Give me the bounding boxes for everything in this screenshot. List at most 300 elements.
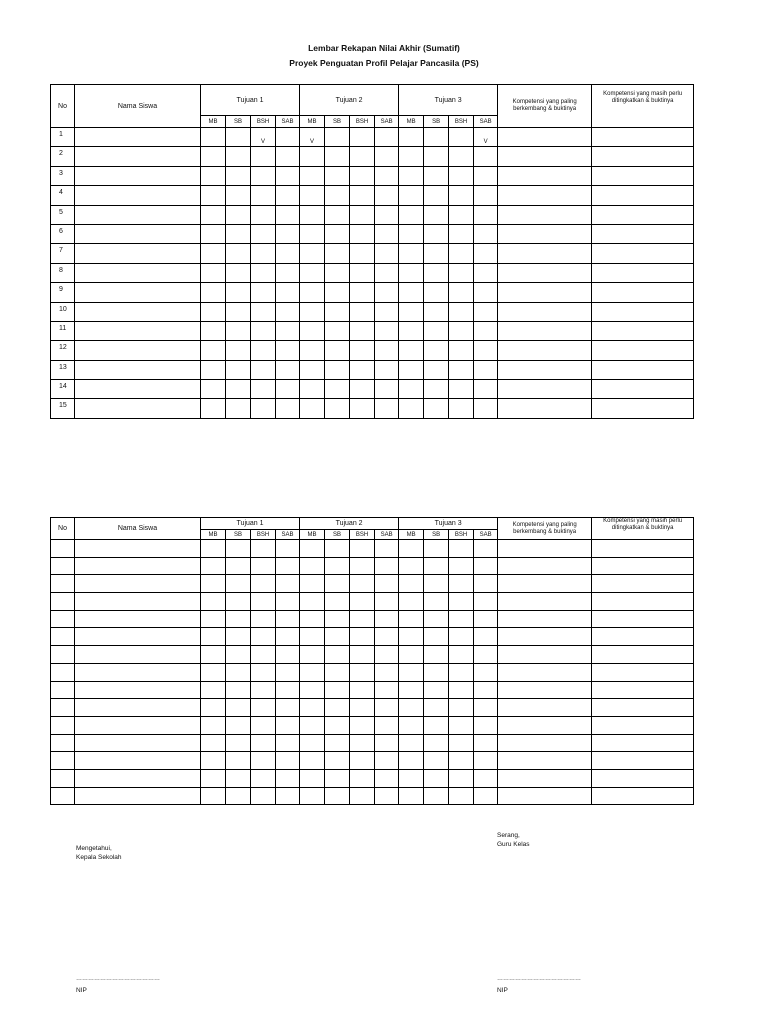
kompetensi-berkembang-cell[interactable] [498, 787, 592, 805]
grade-cell[interactable] [375, 128, 399, 147]
grade-cell[interactable] [251, 787, 276, 805]
grade-cell[interactable] [226, 593, 251, 611]
grade-cell[interactable] [276, 628, 300, 646]
grade-cell[interactable] [399, 681, 424, 699]
student-name-cell[interactable] [75, 380, 201, 399]
grade-cell[interactable] [474, 769, 498, 787]
grade-cell[interactable] [350, 380, 375, 399]
student-name-cell[interactable] [75, 244, 201, 263]
grade-cell[interactable] [375, 380, 399, 399]
grade-cell[interactable] [276, 681, 300, 699]
kompetensi-ditingkatkan-cell[interactable] [592, 380, 694, 399]
grade-cell[interactable] [226, 205, 251, 224]
grade-cell[interactable] [399, 205, 424, 224]
grade-cell[interactable] [201, 380, 226, 399]
grade-cell[interactable] [325, 283, 350, 302]
grade-cell[interactable] [424, 752, 449, 770]
grade-cell[interactable] [375, 663, 399, 681]
grade-cell[interactable] [449, 224, 474, 243]
grade-cell[interactable] [375, 734, 399, 752]
grade-cell[interactable] [251, 734, 276, 752]
grade-cell[interactable] [201, 593, 226, 611]
kompetensi-berkembang-cell[interactable] [498, 341, 592, 360]
grade-cell[interactable] [226, 224, 251, 243]
grade-cell[interactable] [325, 716, 350, 734]
grade-cell[interactable] [300, 166, 325, 185]
grade-cell[interactable] [399, 557, 424, 575]
grade-cell[interactable] [424, 263, 449, 282]
kompetensi-ditingkatkan-cell[interactable] [592, 610, 694, 628]
grade-cell[interactable] [350, 399, 375, 418]
student-name-cell[interactable] [75, 663, 201, 681]
grade-cell[interactable] [350, 244, 375, 263]
grade-cell[interactable] [424, 540, 449, 558]
grade-cell[interactable] [201, 244, 226, 263]
grade-cell[interactable] [201, 628, 226, 646]
grade-cell[interactable] [300, 263, 325, 282]
grade-cell[interactable] [474, 224, 498, 243]
kompetensi-berkembang-cell[interactable] [498, 557, 592, 575]
grade-cell[interactable] [399, 575, 424, 593]
grade-cell[interactable] [325, 769, 350, 787]
grade-cell[interactable] [449, 610, 474, 628]
kompetensi-ditingkatkan-cell[interactable] [592, 575, 694, 593]
grade-cell[interactable] [399, 646, 424, 664]
grade-cell[interactable] [424, 166, 449, 185]
student-name-cell[interactable] [75, 205, 201, 224]
grade-cell[interactable] [350, 575, 375, 593]
grade-cell[interactable] [201, 769, 226, 787]
kompetensi-ditingkatkan-cell[interactable] [592, 128, 694, 147]
grade-cell[interactable] [424, 321, 449, 340]
grade-cell[interactable] [350, 557, 375, 575]
grade-cell[interactable] [474, 752, 498, 770]
grade-cell[interactable] [251, 646, 276, 664]
kompetensi-berkembang-cell[interactable] [498, 752, 592, 770]
grade-cell[interactable] [325, 380, 350, 399]
grade-cell[interactable] [449, 752, 474, 770]
grade-cell[interactable] [201, 663, 226, 681]
student-name-cell[interactable] [75, 610, 201, 628]
grade-cell[interactable] [325, 321, 350, 340]
kompetensi-berkembang-cell[interactable] [498, 147, 592, 166]
grade-cell[interactable] [424, 128, 449, 147]
grade-cell[interactable] [276, 360, 300, 379]
kompetensi-berkembang-cell[interactable] [498, 360, 592, 379]
grade-cell[interactable] [375, 399, 399, 418]
kompetensi-ditingkatkan-cell[interactable] [592, 205, 694, 224]
grade-cell[interactable] [375, 575, 399, 593]
grade-cell[interactable] [251, 186, 276, 205]
grade-cell[interactable] [375, 557, 399, 575]
grade-cell[interactable] [375, 681, 399, 699]
grade-cell[interactable] [449, 321, 474, 340]
grade-cell[interactable] [474, 360, 498, 379]
grade-cell[interactable] [251, 752, 276, 770]
grade-cell[interactable] [325, 681, 350, 699]
grade-cell[interactable] [424, 734, 449, 752]
grade-cell[interactable] [276, 610, 300, 628]
grade-cell[interactable] [449, 716, 474, 734]
grade-cell[interactable] [251, 699, 276, 717]
grade-cell[interactable] [325, 787, 350, 805]
grade-cell[interactable] [474, 734, 498, 752]
kompetensi-berkembang-cell[interactable] [498, 128, 592, 147]
grade-cell[interactable] [276, 787, 300, 805]
grade-cell[interactable] [449, 380, 474, 399]
grade-cell[interactable] [226, 341, 251, 360]
grade-cell[interactable] [226, 752, 251, 770]
grade-cell[interactable] [350, 752, 375, 770]
grade-cell[interactable] [300, 186, 325, 205]
grade-cell[interactable] [424, 716, 449, 734]
student-name-cell[interactable] [75, 283, 201, 302]
grade-cell[interactable] [449, 557, 474, 575]
student-name-cell[interactable] [75, 540, 201, 558]
kompetensi-berkembang-cell[interactable] [498, 399, 592, 418]
grade-cell[interactable] [276, 399, 300, 418]
grade-cell[interactable] [226, 681, 251, 699]
kompetensi-ditingkatkan-cell[interactable] [592, 593, 694, 611]
grade-cell[interactable] [276, 540, 300, 558]
grade-cell[interactable] [424, 769, 449, 787]
grade-cell[interactable] [325, 244, 350, 263]
grade-cell[interactable] [474, 663, 498, 681]
grade-cell[interactable] [424, 244, 449, 263]
grade-cell[interactable] [399, 628, 424, 646]
grade-cell[interactable] [375, 540, 399, 558]
grade-cell[interactable] [399, 360, 424, 379]
grade-cell[interactable] [375, 166, 399, 185]
grade-cell[interactable] [201, 205, 226, 224]
grade-cell[interactable] [449, 663, 474, 681]
grade-cell[interactable] [251, 769, 276, 787]
grade-cell[interactable] [375, 244, 399, 263]
grade-cell[interactable] [300, 610, 325, 628]
grade-cell[interactable] [226, 147, 251, 166]
grade-cell[interactable] [350, 787, 375, 805]
grade-cell[interactable] [226, 399, 251, 418]
grade-cell[interactable] [350, 628, 375, 646]
student-name-cell[interactable] [75, 128, 201, 147]
grade-cell[interactable] [201, 341, 226, 360]
grade-cell[interactable] [350, 716, 375, 734]
grade-cell[interactable] [399, 128, 424, 147]
grade-cell[interactable] [449, 646, 474, 664]
grade-cell[interactable] [300, 646, 325, 664]
kompetensi-berkembang-cell[interactable] [498, 263, 592, 282]
student-name-cell[interactable] [75, 557, 201, 575]
grade-cell[interactable] [350, 321, 375, 340]
grade-cell[interactable] [276, 244, 300, 263]
grade-cell[interactable] [424, 628, 449, 646]
grade-cell[interactable] [474, 147, 498, 166]
grade-cell[interactable] [201, 224, 226, 243]
kompetensi-ditingkatkan-cell[interactable] [592, 663, 694, 681]
grade-cell[interactable] [276, 205, 300, 224]
grade-cell[interactable] [325, 128, 350, 147]
grade-cell[interactable] [201, 787, 226, 805]
grade-cell[interactable] [300, 321, 325, 340]
grade-cell[interactable] [474, 244, 498, 263]
kompetensi-ditingkatkan-cell[interactable] [592, 341, 694, 360]
grade-cell[interactable] [325, 557, 350, 575]
grade-cell[interactable] [300, 540, 325, 558]
grade-cell[interactable] [276, 186, 300, 205]
kompetensi-ditingkatkan-cell[interactable] [592, 224, 694, 243]
grade-cell[interactable] [325, 205, 350, 224]
grade-cell[interactable] [251, 360, 276, 379]
kompetensi-ditingkatkan-cell[interactable] [592, 734, 694, 752]
grade-cell[interactable] [399, 244, 424, 263]
grade-cell[interactable] [276, 128, 300, 147]
student-name-cell[interactable] [75, 734, 201, 752]
grade-cell[interactable] [399, 752, 424, 770]
grade-cell[interactable] [251, 716, 276, 734]
grade-cell[interactable] [325, 360, 350, 379]
grade-cell[interactable] [300, 787, 325, 805]
grade-cell[interactable] [226, 380, 251, 399]
grade-cell[interactable] [300, 628, 325, 646]
student-name-cell[interactable] [75, 302, 201, 321]
grade-cell[interactable] [449, 628, 474, 646]
grade-cell[interactable] [226, 283, 251, 302]
grade-cell[interactable] [449, 166, 474, 185]
student-name-cell[interactable] [75, 646, 201, 664]
grade-cell[interactable] [300, 663, 325, 681]
grade-cell[interactable] [325, 699, 350, 717]
grade-cell[interactable] [350, 699, 375, 717]
kompetensi-ditingkatkan-cell[interactable] [592, 321, 694, 340]
grade-cell[interactable] [449, 128, 474, 147]
grade-cell[interactable] [424, 205, 449, 224]
grade-cell[interactable] [399, 699, 424, 717]
kompetensi-berkembang-cell[interactable] [498, 321, 592, 340]
grade-cell[interactable] [325, 186, 350, 205]
grade-cell[interactable] [449, 341, 474, 360]
grade-cell[interactable] [300, 593, 325, 611]
grade-cell[interactable] [399, 734, 424, 752]
grade-cell[interactable] [226, 302, 251, 321]
grade-cell[interactable] [399, 302, 424, 321]
grade-cell[interactable] [276, 734, 300, 752]
grade-cell[interactable] [399, 540, 424, 558]
kompetensi-berkembang-cell[interactable] [498, 380, 592, 399]
grade-cell[interactable] [201, 646, 226, 664]
grade-cell[interactable] [350, 283, 375, 302]
grade-cell[interactable] [350, 341, 375, 360]
grade-cell[interactable] [350, 663, 375, 681]
grade-cell[interactable] [424, 186, 449, 205]
grade-cell[interactable] [226, 540, 251, 558]
grade-cell[interactable] [399, 341, 424, 360]
grade-cell[interactable] [350, 186, 375, 205]
grade-cell[interactable] [251, 663, 276, 681]
student-name-cell[interactable] [75, 716, 201, 734]
kompetensi-ditingkatkan-cell[interactable] [592, 699, 694, 717]
grade-cell[interactable] [424, 681, 449, 699]
grade-cell[interactable] [474, 321, 498, 340]
grade-cell[interactable] [375, 224, 399, 243]
grade-cell[interactable] [474, 716, 498, 734]
grade-cell[interactable] [474, 283, 498, 302]
grade-cell[interactable] [276, 593, 300, 611]
grade-cell[interactable] [474, 302, 498, 321]
grade-cell[interactable] [251, 263, 276, 282]
grade-cell[interactable] [474, 628, 498, 646]
grade-cell[interactable] [201, 263, 226, 282]
grade-cell[interactable] [424, 699, 449, 717]
kompetensi-ditingkatkan-cell[interactable] [592, 787, 694, 805]
grade-cell[interactable] [424, 224, 449, 243]
grade-cell[interactable] [325, 734, 350, 752]
grade-cell[interactable] [474, 593, 498, 611]
student-name-cell[interactable] [75, 399, 201, 418]
grade-cell[interactable] [375, 769, 399, 787]
kompetensi-ditingkatkan-cell[interactable] [592, 646, 694, 664]
grade-cell[interactable] [300, 147, 325, 166]
grade-cell[interactable] [375, 341, 399, 360]
grade-cell[interactable] [201, 557, 226, 575]
grade-cell[interactable] [350, 360, 375, 379]
grade-cell[interactable] [399, 224, 424, 243]
grade-cell[interactable] [449, 186, 474, 205]
grade-cell[interactable] [226, 716, 251, 734]
grade-cell[interactable] [226, 787, 251, 805]
kompetensi-berkembang-cell[interactable] [498, 663, 592, 681]
grade-cell[interactable] [276, 321, 300, 340]
grade-cell[interactable] [375, 628, 399, 646]
grade-cell[interactable] [350, 593, 375, 611]
kompetensi-berkembang-cell[interactable] [498, 716, 592, 734]
student-name-cell[interactable] [75, 321, 201, 340]
grade-cell[interactable] [226, 610, 251, 628]
student-name-cell[interactable] [75, 681, 201, 699]
grade-cell[interactable] [474, 166, 498, 185]
grade-cell[interactable] [251, 224, 276, 243]
grade-cell[interactable] [350, 734, 375, 752]
grade-cell[interactable] [474, 399, 498, 418]
kompetensi-ditingkatkan-cell[interactable] [592, 263, 694, 282]
grade-cell[interactable] [474, 646, 498, 664]
grade-cell[interactable] [424, 147, 449, 166]
kompetensi-berkembang-cell[interactable] [498, 769, 592, 787]
grade-cell[interactable] [300, 302, 325, 321]
student-name-cell[interactable] [75, 628, 201, 646]
grade-cell[interactable] [424, 360, 449, 379]
kompetensi-ditingkatkan-cell[interactable] [592, 166, 694, 185]
kompetensi-ditingkatkan-cell[interactable] [592, 244, 694, 263]
grade-cell[interactable] [449, 263, 474, 282]
kompetensi-berkembang-cell[interactable] [498, 283, 592, 302]
grade-cell[interactable] [251, 341, 276, 360]
grade-cell[interactable] [424, 646, 449, 664]
grade-cell[interactable] [375, 752, 399, 770]
student-name-cell[interactable] [75, 186, 201, 205]
grade-cell[interactable] [226, 244, 251, 263]
grade-cell[interactable] [399, 593, 424, 611]
grade-cell[interactable] [276, 147, 300, 166]
grade-cell[interactable] [474, 681, 498, 699]
grade-cell[interactable] [424, 399, 449, 418]
grade-cell[interactable] [201, 699, 226, 717]
grade-cell[interactable] [226, 646, 251, 664]
grade-cell[interactable] [276, 283, 300, 302]
grade-cell[interactable] [300, 734, 325, 752]
grade-cell[interactable] [226, 663, 251, 681]
grade-cell[interactable] [251, 166, 276, 185]
grade-cell[interactable] [474, 610, 498, 628]
grade-cell[interactable] [399, 263, 424, 282]
grade-cell[interactable] [300, 557, 325, 575]
kompetensi-ditingkatkan-cell[interactable] [592, 628, 694, 646]
kompetensi-berkembang-cell[interactable] [498, 593, 592, 611]
grade-cell[interactable] [325, 610, 350, 628]
grade-cell[interactable] [375, 263, 399, 282]
student-name-cell[interactable] [75, 166, 201, 185]
grade-cell[interactable] [300, 716, 325, 734]
grade-cell[interactable] [325, 628, 350, 646]
grade-cell[interactable] [449, 575, 474, 593]
grade-cell[interactable] [375, 283, 399, 302]
grade-cell[interactable] [201, 540, 226, 558]
grade-cell[interactable] [449, 699, 474, 717]
grade-cell[interactable] [399, 399, 424, 418]
kompetensi-ditingkatkan-cell[interactable] [592, 360, 694, 379]
grade-cell[interactable] [201, 321, 226, 340]
grade-cell[interactable] [474, 263, 498, 282]
grade-cell[interactable] [375, 787, 399, 805]
kompetensi-berkembang-cell[interactable] [498, 166, 592, 185]
grade-cell[interactable] [350, 147, 375, 166]
grade-cell[interactable] [201, 360, 226, 379]
grade-cell[interactable] [300, 752, 325, 770]
grade-cell[interactable] [251, 380, 276, 399]
grade-cell[interactable] [300, 341, 325, 360]
kompetensi-berkembang-cell[interactable] [498, 699, 592, 717]
kompetensi-berkembang-cell[interactable] [498, 646, 592, 664]
grade-cell[interactable] [226, 769, 251, 787]
kompetensi-berkembang-cell[interactable] [498, 205, 592, 224]
grade-cell[interactable] [251, 244, 276, 263]
grade-cell[interactable] [201, 302, 226, 321]
grade-cell[interactable] [276, 557, 300, 575]
grade-cell[interactable] [399, 283, 424, 302]
grade-cell[interactable] [474, 575, 498, 593]
grade-cell[interactable] [325, 302, 350, 321]
grade-cell[interactable] [300, 380, 325, 399]
grade-cell[interactable] [226, 734, 251, 752]
grade-cell[interactable] [350, 205, 375, 224]
grade-cell[interactable] [474, 787, 498, 805]
grade-cell[interactable] [276, 699, 300, 717]
kompetensi-ditingkatkan-cell[interactable] [592, 540, 694, 558]
grade-cell[interactable] [251, 283, 276, 302]
grade-cell[interactable] [350, 166, 375, 185]
grade-cell[interactable] [399, 186, 424, 205]
grade-cell[interactable]: V [251, 128, 276, 147]
grade-cell[interactable] [424, 787, 449, 805]
grade-cell[interactable] [399, 716, 424, 734]
student-name-cell[interactable] [75, 263, 201, 282]
kompetensi-berkembang-cell[interactable] [498, 186, 592, 205]
grade-cell[interactable] [251, 540, 276, 558]
kompetensi-berkembang-cell[interactable] [498, 628, 592, 646]
kompetensi-berkembang-cell[interactable] [498, 540, 592, 558]
kompetensi-ditingkatkan-cell[interactable] [592, 681, 694, 699]
grade-cell[interactable] [375, 186, 399, 205]
kompetensi-berkembang-cell[interactable] [498, 734, 592, 752]
